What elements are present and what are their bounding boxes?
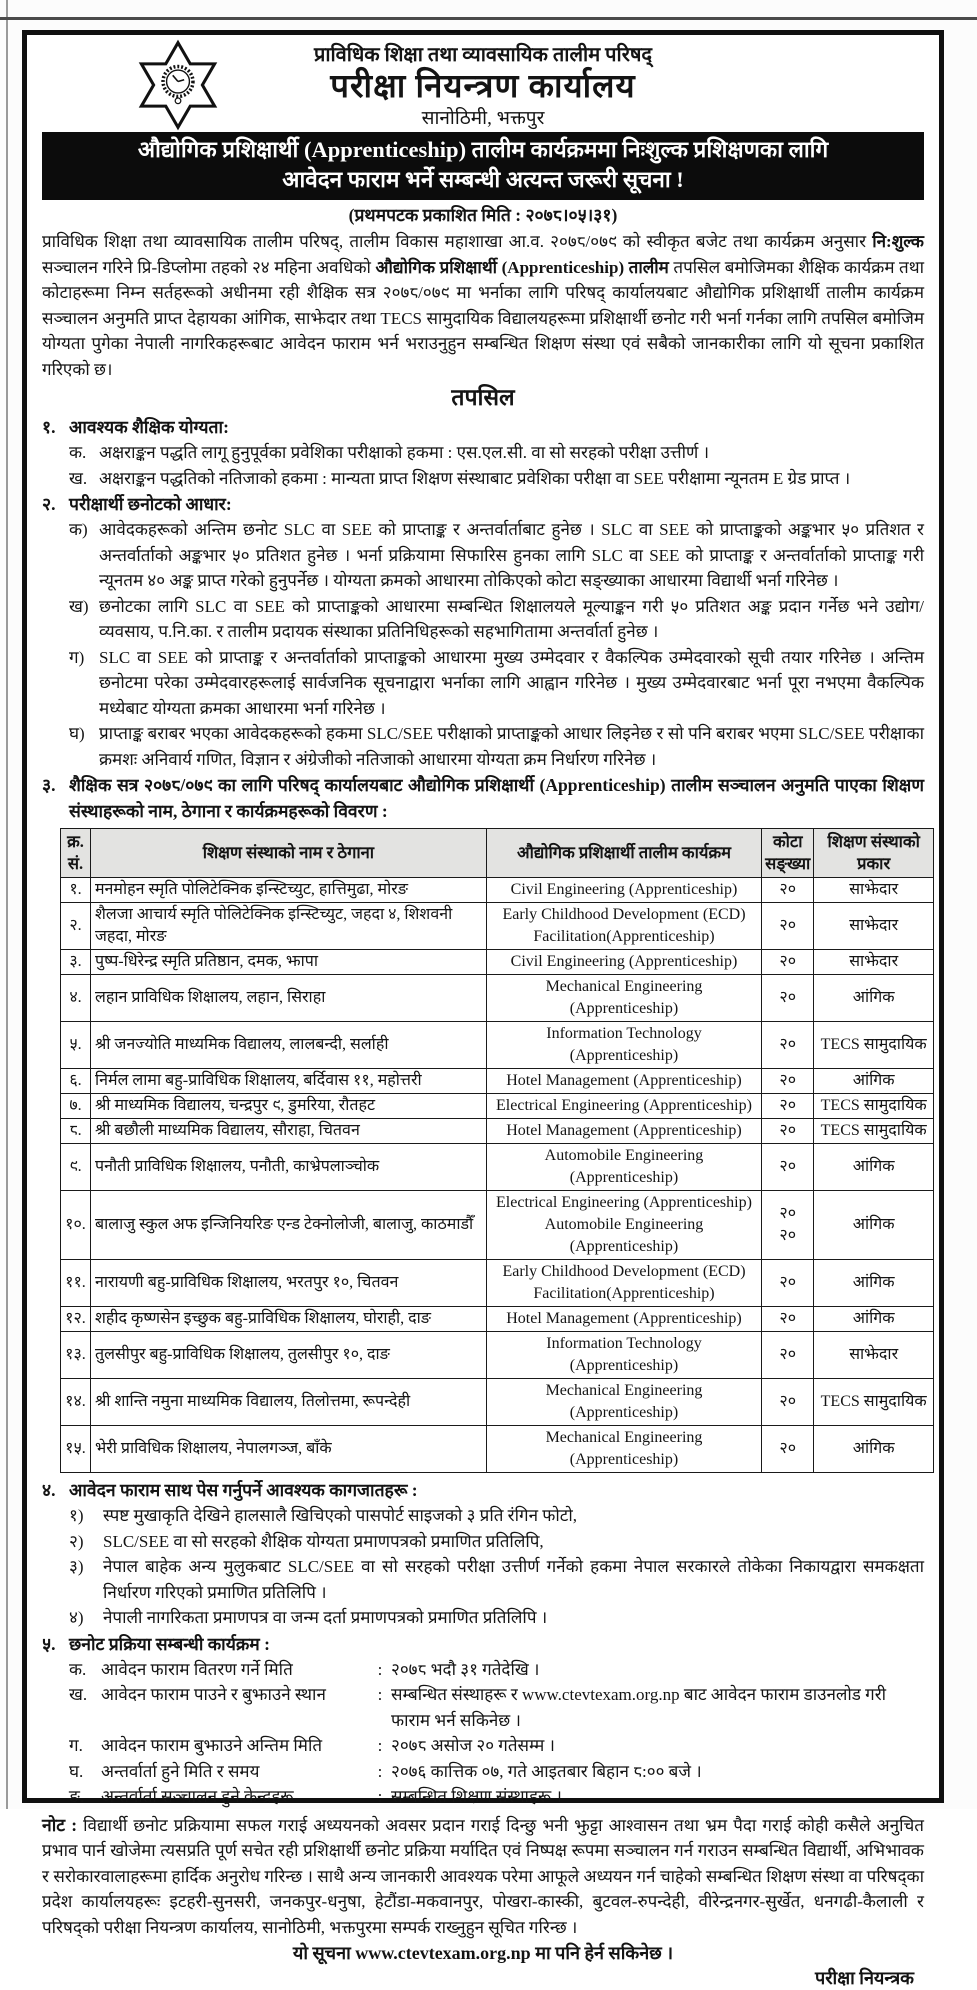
section-sub-item <box>69 1554 924 1605</box>
program-line: Mechanical Engineering (Apprenticeship) <box>545 978 703 1017</box>
section-title: आवेदन फाराम साथ पेस गर्नुपर्ने आवश्यक कागजातहरू : <box>69 1480 418 1500</box>
schedule-row <box>69 1784 924 1810</box>
program-line: Civil Engineering (Apprenticeship) <box>510 881 738 898</box>
table-row <box>61 1069 934 1094</box>
cell-serial-number: १०. <box>61 1191 91 1260</box>
sub-item-text: SLC/SEE वा सो सरहको शैक्षिक योग्यता प्रमाणपत्रको प्रमाणित प्रतिलिपि, <box>103 1531 544 1551</box>
cell-program <box>486 1119 761 1144</box>
table-row <box>61 975 934 1022</box>
intro-text: तपसिल बमोजिमका शैक्षिक कार्यक्रम तथा कोटाहरूमा निम्न सर्तहरूको अधीनमा रही शैक्षिक सत्र २०७८/०७९ मा भर्नाका लागि परिषद् कार्यालयबाट औद्योगिक प्रशिक्षार्थी तालीम कार्यक्रम सञ्चालन अनुमति प्राप्त देहायका आंगिक, साझेदार तथा TECS सामुदायिक विद्यालयहरूमा प्रशिक्षार्थी छनोट गरी भर्ना गर्नका लागि तपसिल बमोजिम योग्यता पुगेका नेपाली नागरिकहरूबाट आवेदन फाराम भर्न भराउनुहुन सम्बन्धित शिक्षण संस्था एवं सबैको जानकारीका लागि यो सूचना प्रकाशित गरिएको छ। <box>42 257 925 379</box>
quota-line: २० <box>779 1310 797 1327</box>
cell-quota <box>762 1144 814 1191</box>
institutions-table <box>60 828 934 1473</box>
table-header-cell: औद्योगिक प्रशिक्षार्थी तालीम कार्यक्रम <box>486 829 761 878</box>
sub-item-label: घ) <box>69 724 85 743</box>
schedule-value: २०७८ असोज २० गतेसम्म । <box>391 1736 555 1755</box>
cell-quota <box>762 1022 814 1069</box>
cell-program <box>486 950 761 975</box>
scan-artifact-horizontal-line <box>0 17 977 20</box>
schedule-label: ग. <box>69 1736 83 1755</box>
cell-institution-name: पुष्प-धिरेन्द्र स्मृति प्रतिष्ठान, दमक, झापा <box>90 950 486 975</box>
notice-title-banner <box>42 132 924 200</box>
sub-item-label: ख. <box>69 468 88 488</box>
cell-program <box>486 1426 761 1473</box>
letterhead <box>42 35 924 132</box>
sub-item-text: स्पष्ट मुखाकृति देखिने हालसालै खिचिएको पासपोर्ट साइजको ३ प्रति रंगिन फोटो, <box>103 1506 578 1525</box>
cell-institution-type: आंगिक <box>814 1191 934 1260</box>
quota-line: २० <box>779 1205 797 1222</box>
table-row <box>61 1379 934 1426</box>
program-line: Hotel Management (Apprenticeship) <box>506 1122 742 1139</box>
cell-institution-type: आंगिक <box>814 1307 934 1332</box>
table-row <box>61 903 934 950</box>
cell-serial-number: ४. <box>61 975 91 1022</box>
section-heading <box>42 1477 924 1503</box>
cell-institution-type: आंगिक <box>814 1426 934 1473</box>
cell-quota <box>762 1191 814 1260</box>
schedule-item: आवेदन फाराम पाउने र बुझाउने स्थान <box>101 1685 326 1704</box>
section-number: १. <box>42 417 56 437</box>
sub-item-label: ४) <box>69 1608 84 1627</box>
section-sub-item <box>69 440 924 466</box>
cell-institution-type: TECS सामुदायिक <box>814 1094 934 1119</box>
section-sub-item <box>69 721 924 772</box>
table-header-cell: शिक्षण संस्थाको प्रकार <box>814 829 934 878</box>
program-line: Early Childhood Development (ECD) Facilitation(Apprenticeship) <box>502 1263 746 1302</box>
table-header-row <box>61 829 934 878</box>
cell-institution-type: आंगिक <box>814 1069 934 1094</box>
quota-line: २० <box>779 1274 797 1291</box>
publication-date: (प्रथमपटक प्रकाशित मिति : २०७८।०५।३१) <box>348 205 618 225</box>
cell-institution-type: साझेदार <box>814 903 934 950</box>
schedule-colon: : <box>377 1761 383 1781</box>
cell-institution-name: श्री शान्ति नमुना माध्यमिक विद्यालय, तिलोत्तमा, रूपन्देही <box>90 1379 486 1426</box>
ctevt-star-emblem-icon <box>132 41 224 129</box>
section-number: ५. <box>42 1633 56 1654</box>
cell-institution-name: पनौती प्राविधिक शिक्षालय, पनौती, काभ्रेपलाञ्चोक <box>90 1144 486 1191</box>
schedule-value: २०७८ भदौ ३१ गतेदेखि । <box>391 1659 540 1679</box>
cell-serial-number: १३. <box>61 1332 91 1379</box>
cell-serial-number: १. <box>61 878 91 903</box>
cell-institution-name: नारायणी बहु-प्राविधिक शिक्षालय, भरतपुर १०, चितवन <box>90 1260 486 1307</box>
program-line: Mechanical Engineering (Apprenticeship) <box>545 1429 703 1468</box>
schedule-label: ङ. <box>69 1787 85 1806</box>
cell-institution-type: आंगिक <box>814 1260 934 1307</box>
program-line: Early Childhood Development (ECD) Facilitation(Apprenticeship) <box>502 906 746 945</box>
cell-institution-type: TECS सामुदायिक <box>814 1022 934 1069</box>
section-title: आवश्यक शैक्षिक योग्यता: <box>69 417 229 437</box>
cell-quota <box>762 975 814 1022</box>
notice-document <box>22 30 944 1988</box>
schedule-value: सम्बन्धित शिक्षण संस्थाहरू । <box>391 1787 562 1806</box>
sub-item-label: ३) <box>69 1557 84 1576</box>
table-header-cell: क्र. सं. <box>61 829 91 878</box>
table-header-cell: शिक्षण संस्थाको नाम र ठेगाना <box>90 829 486 878</box>
schedule-item: आवेदन फाराम बुझाउने अन्तिम मिति <box>101 1736 323 1755</box>
sub-item-label: १) <box>69 1506 84 1525</box>
intro-text: सञ्चालन गरिने प्रि-डिप्लोमा तहको २४ महिना अवधिको <box>42 257 376 277</box>
cell-institution-name: भेरी प्राविधिक शिक्षालय, नेपालगञ्ज, बाँके <box>90 1426 486 1473</box>
schedule-item: अन्तर्वार्ता हुने मिति र समय <box>101 1761 260 1781</box>
sub-item-text: छनोटका लागि SLC वा SEE को प्राप्ताङ्कको आधारमा सम्बन्धित शिक्षालयले मूल्याङ्कन गरी ५० प्रतिशत अङ्क प्रदान गर्नेछ भने उद्योग/व्यवसाय, प.नि.का. र तालीम प्रदायक संस्थाका प्रतिनिधिहरूको सहभागितामा अन्तर्वार्ता हुनेछ । <box>99 596 924 641</box>
cell-institution-name: शहीद कृष्णसेन इच्छुक बहु-प्राविधिक शिक्षालय, घोराही, दाङ <box>90 1307 486 1332</box>
quota-line: २० <box>779 881 797 898</box>
section-title: शैक्षिक सत्र २०७८/०७९ का लागि परिषद् कार्यालयबाट औद्योगिक प्रशिक्षार्थी (Apprenticeship) तालीम सञ्चालन अनुमति पाएका शिक्षण संस्थाहरूको नाम, ठेगाना र कार्यक्रमहरूको विवरण : <box>69 775 924 821</box>
selection-schedule-section <box>42 1631 924 1810</box>
cell-program <box>486 1094 761 1119</box>
cell-quota <box>762 1379 814 1426</box>
cell-serial-number: ३. <box>61 950 91 975</box>
cell-institution-name: मनमोहन स्मृति पोलिटेक्निक इन्स्टिच्युट, हात्तिमुढा, मोरङ <box>90 878 486 903</box>
section-number: ३. <box>42 775 56 795</box>
sub-item-text: अक्षराङ्कन पद्धतिको नतिजाको हकमा : मान्यता प्राप्त शिक्षण संस्थाबाट प्रवेशिका परीक्षा वा SEE परीक्षामा न्यूनतम E ग्रेड प्राप्त । <box>99 468 851 488</box>
quota-line: २० <box>779 1122 797 1139</box>
cell-program <box>486 878 761 903</box>
cell-quota <box>762 950 814 975</box>
section-title: परीक्षार्थी छनोटको आधार: <box>69 494 232 514</box>
sub-item-text: आवेदकहरूको अन्तिम छनोट SLC वा SEE को प्राप्ताङ्क र अन्तर्वार्ताबाट हुनेछ । SLC वा SEE को प्राप्ताङ्कको अङ्कभार ५० प्रतिशत र अन्तर्वार्ताको अङ्कभार ५० प्रतिशत हुनेछ । भर्ना प्रक्रियामा सिफारिस हुनका लागि SLC वा SEE को प्राप्ताङ्क र अन्तर्वार्ताको प्राप्ताङ्क गरी न्यूनतम ४० अङ्क प्राप्त गरेको हुनुपर्नेछ । योग्यता क्रमको आधारमा तोकिएको कोटा सङ्ख्याका आधारमा विद्यार्थी भर्ना गरिनेछ । <box>99 520 924 590</box>
cell-institution-type: साझेदार <box>814 1332 934 1379</box>
cell-program <box>486 1260 761 1307</box>
program-line: Hotel Management (Apprenticeship) <box>506 1072 742 1089</box>
cell-program <box>486 1379 761 1426</box>
schedule-label: घ. <box>69 1761 84 1781</box>
cell-institution-name: श्री माध्यमिक विद्यालय, चन्द्रपुर ९, डुमरिया, रौतहट <box>90 1094 486 1119</box>
cell-program <box>486 975 761 1022</box>
note-label: नोट : <box>42 1814 78 1835</box>
sub-item-label: ग) <box>69 647 85 667</box>
quota-line: २० <box>779 989 797 1006</box>
table-row <box>61 1094 934 1119</box>
section-heading <box>42 1631 924 1657</box>
table-row <box>61 1191 934 1260</box>
cell-quota <box>762 1426 814 1473</box>
schedule-label: क. <box>69 1659 87 1679</box>
table-row <box>61 1022 934 1069</box>
cell-institution-type: आंगिक <box>814 975 934 1022</box>
sub-item-text: प्राप्ताङ्क बराबर भएका आवेदकहरूको हकमा SLC/SEE परीक्षाको प्राप्ताङ्कको आधार लिइनेछ र सो पनि बराबर भएमा SLC/SEE परीक्षाका क्रमशः अनिवार्य गणित, विज्ञान र अंग्रेजीको नतिजाको आधारमा योग्यता क्रम निर्धारण गरिनेछ । <box>99 724 924 769</box>
schedule-item: अन्तर्वार्ता सञ्चालन हुने केन्द्रहरू <box>101 1787 294 1806</box>
scan-artifact-vertical-line <box>6 0 8 1809</box>
cell-quota <box>762 1332 814 1379</box>
section-sub-item <box>69 1529 924 1555</box>
cell-serial-number: १५. <box>61 1426 91 1473</box>
cell-institution-type: TECS सामुदायिक <box>814 1379 934 1426</box>
table-row <box>61 878 934 903</box>
cell-serial-number: ५. <box>61 1022 91 1069</box>
required-documents-section <box>42 1477 924 1631</box>
schedule-row <box>69 1682 924 1733</box>
section-heading <box>42 491 924 517</box>
cell-quota <box>762 1069 814 1094</box>
cell-institution-name: तुलसीपुर बहु-प्राविधिक शिक्षालय, तुलसीपुर १०, दाङ <box>90 1332 486 1379</box>
sub-item-text: नेपाली नागरिकता प्रमाणपत्र वा जन्म दर्ता प्रमाणपत्रको प्रमाणित प्रतिलिपि । <box>103 1608 548 1627</box>
schedule-colon: : <box>377 1659 383 1679</box>
table-row <box>61 1260 934 1307</box>
section-number: २. <box>42 494 56 514</box>
program-line: Electrical Engineering (Apprenticeship) <box>496 1097 752 1114</box>
quota-line: २० <box>779 953 797 970</box>
section-heading <box>42 414 924 440</box>
cell-institution-type: साझेदार <box>814 878 934 903</box>
program-line: Automobile Engineering (Apprenticeship) <box>544 1216 704 1255</box>
cell-institution-name: बालाजु स्कुल अफ इन्जिनियरिङ एन्ड टेक्नोलोजी, बालाजु, काठमाडौँ <box>90 1191 486 1260</box>
quota-line: २० <box>779 1158 797 1175</box>
cell-quota <box>762 1307 814 1332</box>
quota-line: २० <box>779 1072 797 1089</box>
schedule-colon: : <box>377 1685 383 1704</box>
cell-program <box>486 1307 761 1332</box>
cell-program <box>486 1022 761 1069</box>
sub-item-text: SLC वा SEE को प्राप्ताङ्क र अन्तर्वार्ताको प्राप्ताङ्कको आधारमा मुख्य उम्मेदवार र वैकल्पिक उम्मेदवारको सूची तयार गरिनेछ । अन्तिम छनोटमा परेका उम्मेदवारहरूलाई सार्वजनिक सूचनाद्वारा भर्नाका लागि आह्वान गरिनेछ । मुख्य उम्मेदवारबाट भर्ना पूरा नभएमा वैकल्पिक मध्येबाट योग्यता क्रमका आधारमा भर्ना गरिनेछ । <box>99 647 924 718</box>
schedule-row <box>69 1733 924 1759</box>
cell-institution-name: लहान प्राविधिक शिक्षालय, लहान, सिराहा <box>90 975 486 1022</box>
cell-quota <box>762 1094 814 1119</box>
quota-line: २० <box>779 917 797 934</box>
schedule-item: आवेदन फाराम वितरण गर्ने मिति <box>101 1659 293 1679</box>
quota-line: २० <box>779 1346 797 1363</box>
cell-program <box>486 1144 761 1191</box>
numbered-sections <box>42 414 924 824</box>
sub-item-text: नेपाल बाहेक अन्य मुलुकबाट SLC/SEE वा सो सरहको परीक्षा उत्तीर्ण गर्नेको हकमा नेपाल सरकारले तोकेका निकायद्वारा समकक्षता निर्धारण गरिएको प्रमाणित प्रतिलिपि । <box>103 1557 924 1602</box>
cell-program <box>486 1069 761 1094</box>
section-sub-item <box>69 594 924 645</box>
cell-serial-number: १४. <box>61 1379 91 1426</box>
table-row <box>61 1119 934 1144</box>
section-sub-item <box>69 517 924 594</box>
cell-institution-name: शैलजा आचार्य स्मृति पोलिटेक्निक इन्स्टिच्युट, जहदा ४, शिशवनी जहदा, मोरङ <box>90 903 486 950</box>
cell-serial-number: ७. <box>61 1094 91 1119</box>
quota-line: २० <box>779 1440 797 1457</box>
section-sub-item <box>69 645 924 722</box>
cell-serial-number: २. <box>61 903 91 950</box>
schedule-value: सम्बन्धित संस्थाहरू र www.ctevtexam.org.np बाट आवेदन फाराम डाउनलोड गरी फाराम भर्न सकिनेछ । <box>391 1685 887 1730</box>
section-number: ४. <box>42 1480 56 1500</box>
cell-institution-name: श्री जनज्योति माध्यमिक विद्यालय, लालबन्दी, सर्लाही <box>90 1022 486 1069</box>
cell-program <box>486 1332 761 1379</box>
table-row <box>61 950 934 975</box>
cell-quota <box>762 903 814 950</box>
cell-serial-number: ८. <box>61 1119 91 1144</box>
banner-line2: आवेदन फाराम भर्ने सम्बन्धी अत्यन्त जरूरी सूचना ! <box>282 167 684 192</box>
intro-bold-text: नि:शुल्क <box>872 232 924 251</box>
schedule-colon: : <box>377 1736 383 1755</box>
note-paragraph <box>42 1813 924 1941</box>
program-line: Automobile Engineering (Apprenticeship) <box>544 1147 704 1186</box>
cell-institution-type: TECS सामुदायिक <box>814 1119 934 1144</box>
cell-quota <box>762 1119 814 1144</box>
program-line: Civil Engineering (Apprenticeship) <box>510 953 738 970</box>
schedule-row <box>69 1657 924 1683</box>
cell-quota <box>762 878 814 903</box>
schedule-colon: : <box>377 1787 383 1806</box>
cell-program <box>486 903 761 950</box>
cell-serial-number: ९. <box>61 1144 91 1191</box>
organization-name: प्राविधिक शिक्षा तथा व्यावसायिक तालीम परिषद् <box>313 44 653 66</box>
quota-line: २० <box>779 1036 797 1053</box>
section-heading <box>42 772 924 824</box>
cell-institution-type: आंगिक <box>814 1144 934 1191</box>
quota-line: २० <box>779 1393 797 1410</box>
table-header-cell: कोटा सङ्ख्या <box>762 829 814 878</box>
sub-item-label: ख) <box>69 596 89 616</box>
quota-line: २० <box>779 1227 797 1244</box>
schedule-row <box>69 1759 924 1785</box>
cell-institution-name: निर्मल लामा बहु-प्राविधिक शिक्षालय, बर्दिवास ११, महोत्तरी <box>90 1069 486 1094</box>
section-sub-item <box>69 1503 924 1529</box>
cell-serial-number: १२. <box>61 1307 91 1332</box>
program-line: Mechanical Engineering (Apprenticeship) <box>545 1382 703 1421</box>
program-line: Electrical Engineering (Apprenticeship) <box>496 1194 752 1211</box>
cell-program <box>486 1191 761 1260</box>
program-line: Information Technology (Apprenticeship) <box>546 1335 702 1374</box>
section-sub-item <box>69 1605 924 1631</box>
intro-text: प्राविधिक शिक्षा तथा व्यावसायिक तालीम परिषद्, तालीम विकास महाशाखा आ.व. २०७८/०७९ को स्वीकृत बजेट तथा कार्यक्रम अनुसार <box>42 232 873 251</box>
intro-bold-text: औद्योगिक प्रशिक्षार्थी (Apprenticeship) तालीम <box>375 257 669 277</box>
office-name: परीक्षा नियन्त्रण कार्यालय <box>330 69 636 105</box>
schedule-label: ख. <box>69 1685 88 1704</box>
table-row <box>61 1307 934 1332</box>
table-row <box>61 1426 934 1473</box>
cell-institution-name: श्री बछौली माध्यमिक विद्यालय, सौराहा, चितवन <box>90 1119 486 1144</box>
schedule-value: २०७६ कात्तिक ०७, गते आइतबार बिहान ८:०० बजे । <box>391 1761 702 1781</box>
section-title: छनोट प्रक्रिया सम्बन्धी कार्यक्रम : <box>69 1633 270 1654</box>
quota-line: २० <box>779 1097 797 1114</box>
table-row <box>61 1144 934 1191</box>
website-info-line: यो सूचना www.ctevtexam.org.np मा पनि हेर्न सकिनेछ । <box>292 1943 674 1963</box>
tapasil-heading: तपसिल <box>451 385 515 410</box>
note-body: विद्यार्थी छनोट प्रक्रियामा सफल गराई अध्ययनको अवसर प्रदान गराई दिन्छु भनी झुट्टा आश्वासन तथा भ्रम पैदा गराई कोही कसैले अनुचित प्रभाव पार्न खोजेमा त्यसप्रति पूर्ण सचेत रही प्रशिक्षार्थी छनोट प्रक्रिया मर्यादित एवं निष्पक्ष रूपमा सञ्चालन गर्न गराउन सम्बन्धित विद्यार्थी, अभिभावक र सरोकारवालाहरूमा हार्दिक अनुरोध गरिन्छ । साथै अन्य जानकारी आवश्यक परेमा आफूले अध्ययन गर्न चाहेको सम्बन्धित शिक्षण संस्था वा परिषद्का प्रदेश कार्यालयहरूः इटहरी-सुनसरी, जनकपुर-धनुषा, हेटौंडा-मकवानपुर, पोखरा-कास्की, बुटवल-रुपन्देही, वीरेन्द्रनगर-सुर्खेत, धनगढी-कैलाली र परिषद्को परीक्षा नियन्त्रण कार्यालय, सानोठिमी, भक्तपुरमा सम्पर्क राख्नुहुन सूचित गरिन्छ । <box>42 1815 924 1937</box>
cell-serial-number: ६. <box>61 1069 91 1094</box>
section-sub-item <box>69 466 924 492</box>
program-line: Information Technology (Apprenticeship) <box>546 1025 702 1064</box>
sub-item-label: २) <box>69 1531 84 1551</box>
program-line: Hotel Management (Apprenticeship) <box>506 1310 742 1327</box>
sub-item-label: क) <box>69 520 88 539</box>
table-row <box>61 1332 934 1379</box>
banner-line1: औद्योगिक प्रशिक्षार्थी (Apprenticeship) तालीम कार्यक्रममा निःशुल्क प्रशिक्षणका लागि <box>137 137 829 162</box>
sub-item-label: क. <box>69 443 87 462</box>
cell-institution-type: साझेदार <box>814 950 934 975</box>
sub-item-text: अक्षराङ्कन पद्धति लागू हुनुपूर्वका प्रवेशिका परीक्षाको हकमा : एस.एल.सी. वा सो सरहको परीक्षा उत्तीर्ण । <box>99 443 710 462</box>
signature-exam-controller: परीक्षा नियन्त्रक <box>814 1968 914 1988</box>
cell-serial-number: ११. <box>61 1260 91 1307</box>
cell-quota <box>762 1260 814 1307</box>
office-address: सानोठिमी, भक्तपुर <box>421 108 545 129</box>
intro-paragraph <box>42 229 924 382</box>
